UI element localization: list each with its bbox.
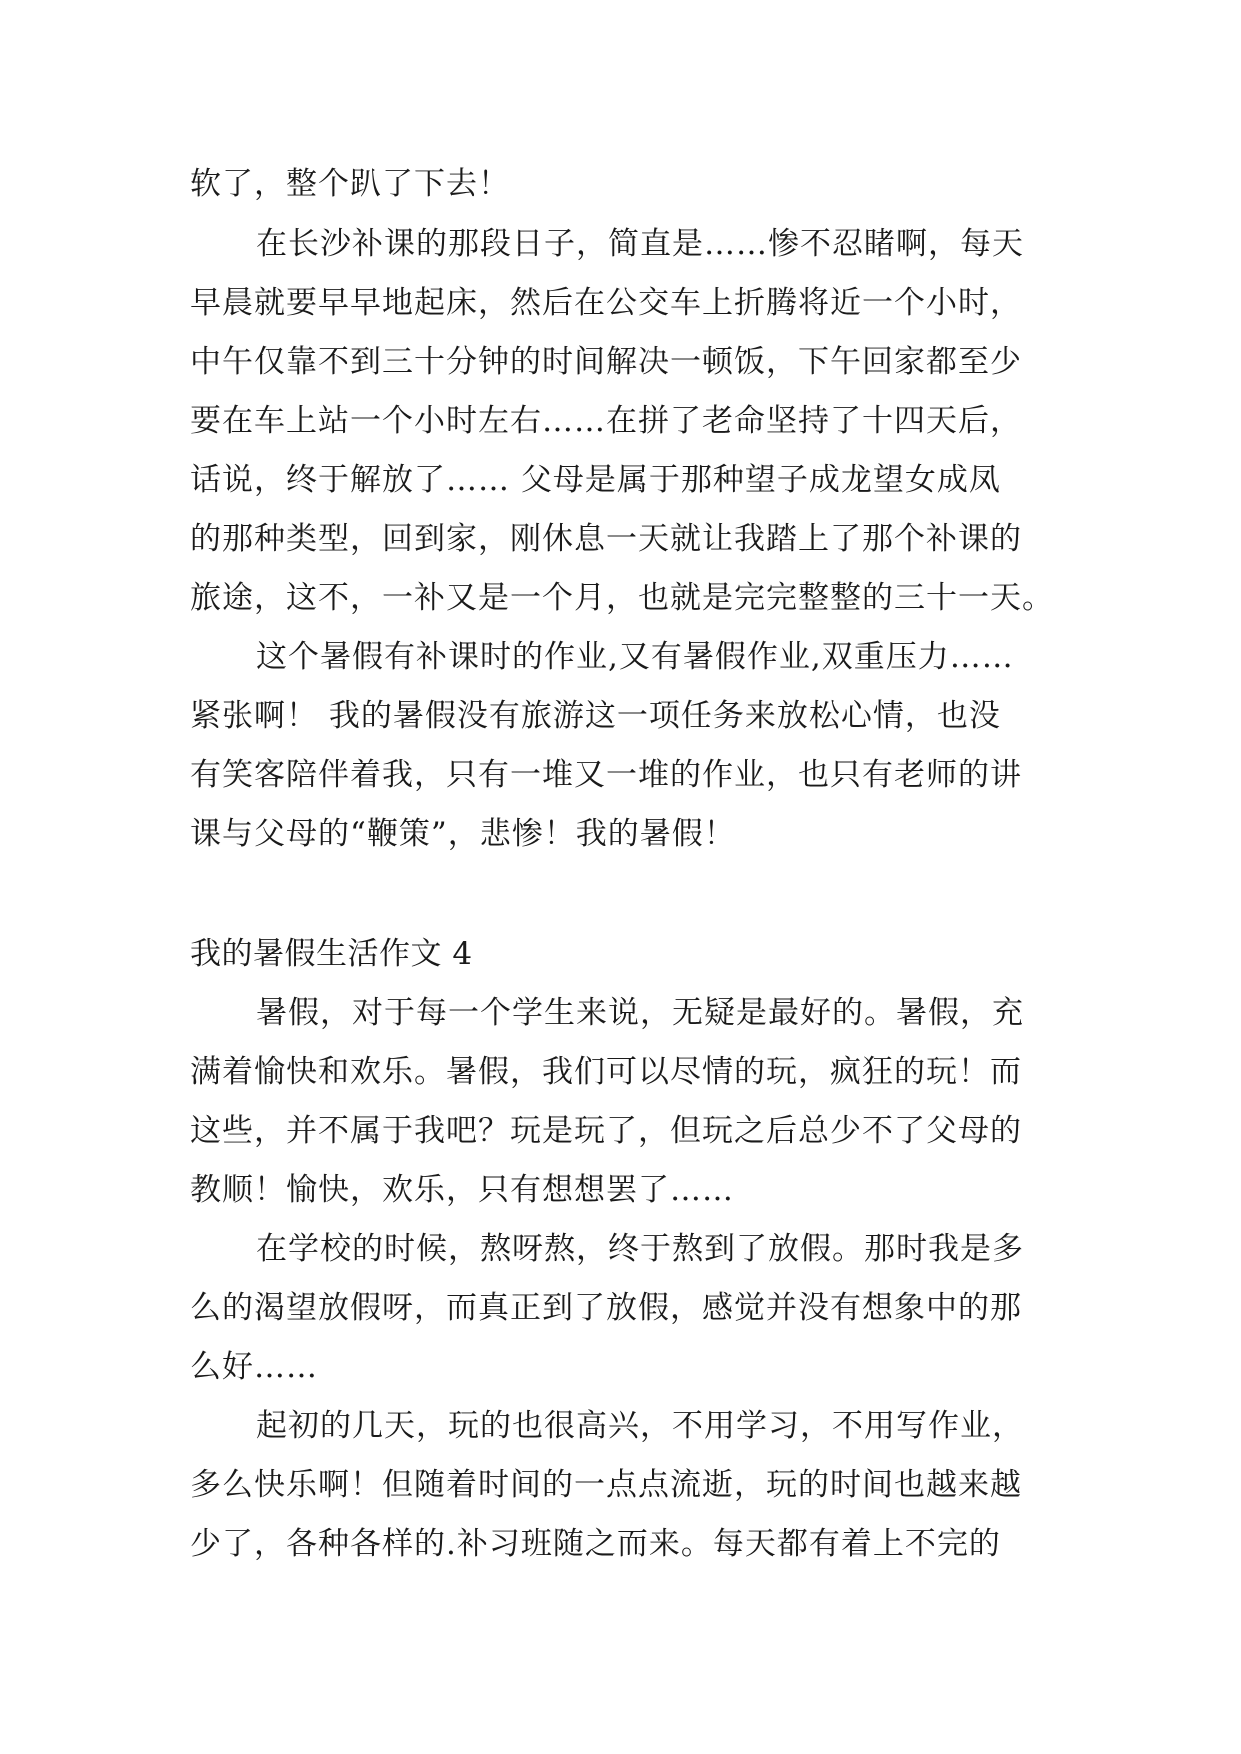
paragraph-line: 么的渴望放假呀，而真正到了放假，感觉并没有想象中的那: [190, 1290, 1022, 1326]
paragraph-line: 话说，终于解放了…… 父母是属于那种望子成龙望女成凤: [190, 462, 1001, 498]
paragraph-line: 有笑客陪伴着我，只有一堆又一堆的作业，也只有老师的讲: [190, 757, 1022, 793]
paragraph-line: 课与父母的“鞭策”，悲惨！我的暑假！: [190, 816, 736, 852]
paragraph-line: 满着愉快和欢乐。暑假，我们可以尽情的玩，疯狂的玩！而: [190, 1054, 1022, 1090]
paragraph-line: 中午仅靠不到三十分钟的时间解决一顿饭，下午回家都至少: [190, 344, 1022, 380]
paragraph-line: 在长沙补课的那段日子，简直是……惨不忍睹啊，每天: [256, 226, 1024, 262]
paragraph-line: 少了，各种各样的.补习班随之而来。每天都有着上不完的: [190, 1526, 1001, 1562]
paragraph-line: 起初的几天，玩的也很高兴，不用学习，不用写作业，: [256, 1408, 1024, 1444]
paragraph-line: 暑假，对于每一个学生来说，无疑是最好的。暑假，充: [256, 995, 1024, 1031]
paragraph-line: 么好……: [190, 1349, 318, 1385]
paragraph-line: 软了，整个趴了下去！: [190, 166, 510, 202]
paragraph-line: 旅途，这不，一补又是一个月，也就是完完整整的三十一天。: [190, 580, 1054, 616]
paragraph-line: 教顺！愉快，欢乐，只有想想罢了……: [190, 1172, 734, 1208]
section-heading: 我的暑假生活作文 4: [190, 936, 473, 972]
paragraph-line: 多么快乐啊！但随着时间的一点点流逝，玩的时间也越来越: [190, 1467, 1022, 1503]
paragraph-line: 紧张啊！ 我的暑假没有旅游这一项任务来放松心情，也没: [190, 698, 1001, 734]
paragraph-line: 这个暑假有补课时的作业,又有暑假作业,双重压力……: [256, 639, 1014, 675]
paragraph-line: 在学校的时候，熬呀熬，终于熬到了放假。那时我是多: [256, 1231, 1024, 1267]
paragraph-line: 早晨就要早早地起床，然后在公交车上折腾将近一个小时，: [190, 285, 1022, 321]
paragraph-line: 的那种类型，回到家，刚休息一天就让我踏上了那个补课的: [190, 521, 1022, 557]
paragraph-line: 要在车上站一个小时左右……在拼了老命坚持了十四天后，: [190, 403, 1022, 439]
paragraph-line: 这些，并不属于我吧？玩是玩了，但玩之后总少不了父母的: [190, 1113, 1022, 1149]
